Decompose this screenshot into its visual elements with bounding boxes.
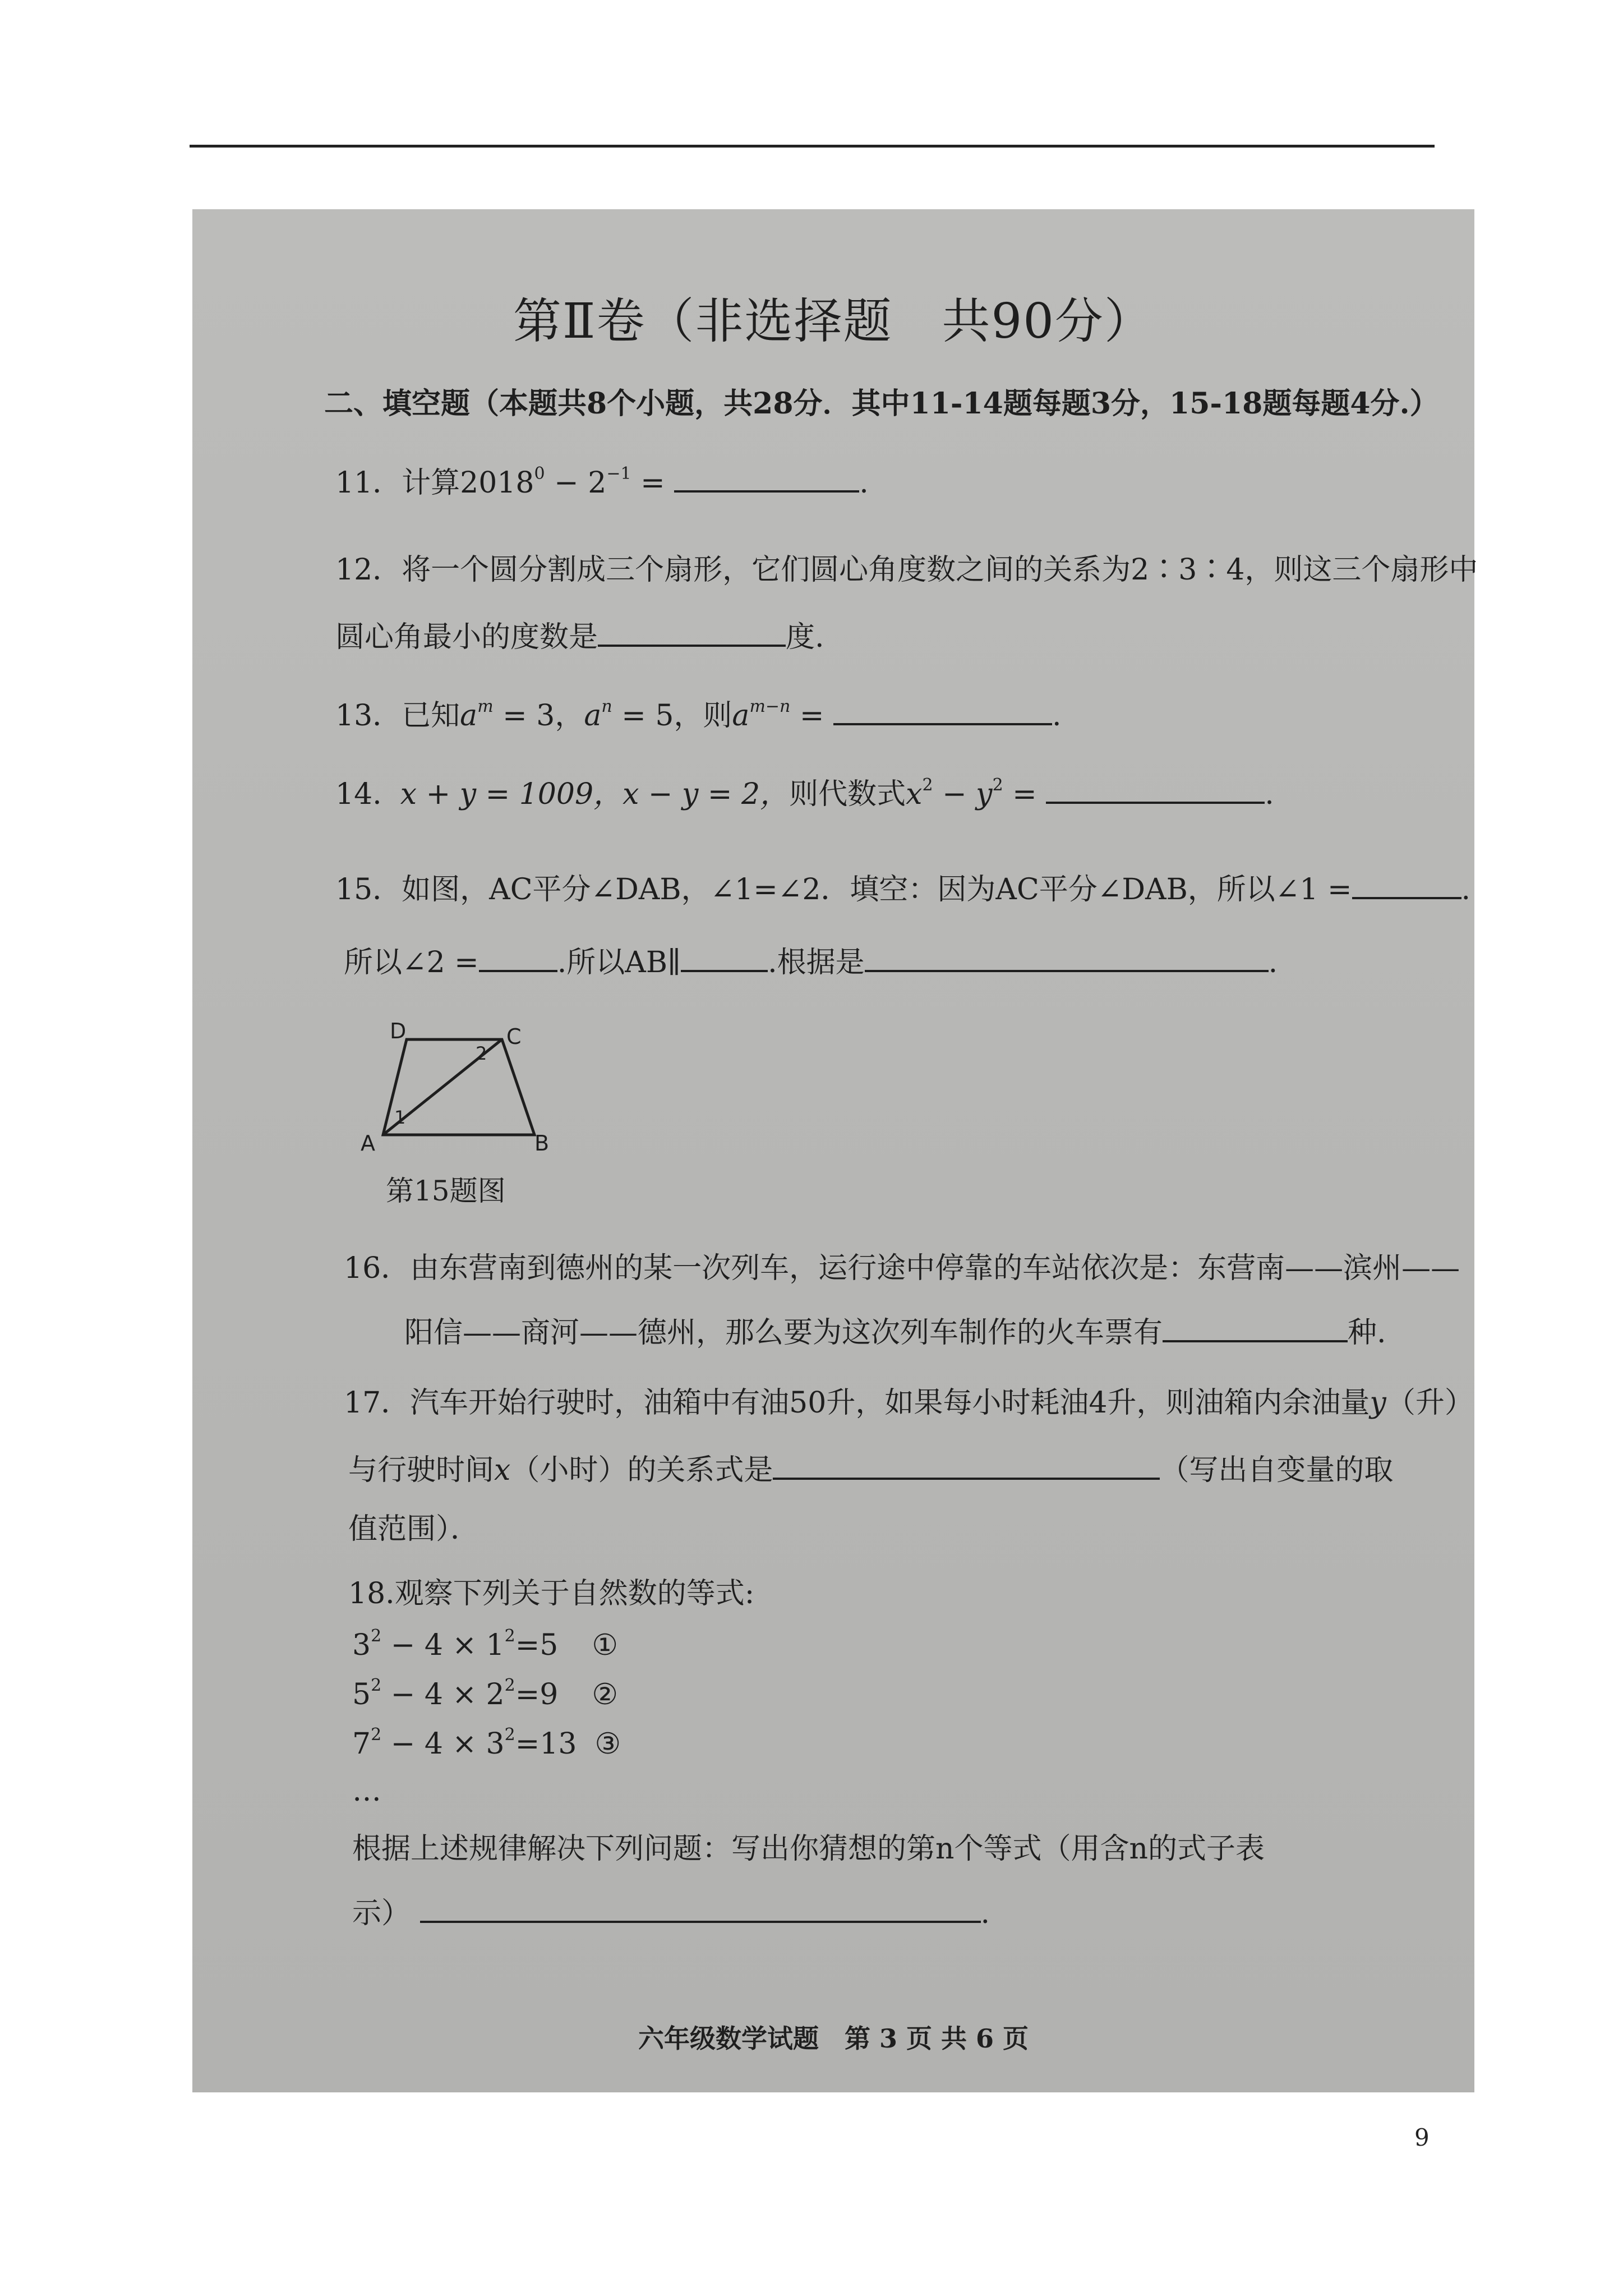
answer-blank-12[interactable] [598,620,786,647]
answer-blank-15d[interactable] [865,945,1269,972]
ellipsis: … [352,1774,381,1808]
trapezoid-abcd [383,1039,534,1135]
page-number: 9 [1414,2124,1430,2151]
vertex-d-label: D [390,1019,407,1043]
question-18-intro: 18.观察下列关于自然数的等式: [348,1577,755,1611]
question-16-line1: 16．由东营南到德州的某一次列车，运行途中停靠的车站依次是：东营南——滨州—— [344,1251,1460,1285]
question-17-line2: 与行驶时间x（小时）的关系式是 （写出自变量的取 [348,1453,1394,1487]
trapezoid-figure [344,1019,550,1157]
equation-1: $3^2 - 4 \times 1^2=5$ ① [352,1626,618,1662]
figure-caption: 第15题图 [386,1175,506,1207]
angle-1-label: 1 [394,1107,406,1128]
paper-title: 第Ⅱ卷（非选择题 共90分） [513,293,1154,349]
question-12-line2: 圆心角最小的度数是 度. [335,620,824,654]
question-18-task-line2: 示） . [352,1897,990,1930]
header-rule [190,145,1435,148]
answer-blank-18[interactable] [420,1896,981,1923]
page-footer: 六年级数学试题 第 3 页 共 6 页 [638,2023,1029,2054]
equation-2: $5^2 - 4 \times 2^2=9$ ② [352,1676,618,1711]
answer-blank-11[interactable] [674,466,859,493]
angle-2-label: 2 [476,1043,487,1064]
question-17-line1: 17．汽车开始行驶时，油箱中有油50升，如果每小时耗油4升，则油箱内余油量y（升） [344,1386,1474,1420]
answer-blank-14[interactable] [1046,777,1265,804]
equation-3: $7^2 - 4 \times 3^2=13$ ③ [352,1725,621,1761]
answer-blank-15a[interactable] [1352,872,1461,899]
question-15-line1: 15．如图，AC平分∠DAB，∠1=∠2．填空：因为AC平分∠DAB，所以∠1 = . [335,873,1471,907]
answer-blank-16[interactable] [1163,1315,1348,1342]
question-16-line2: 阳信——商河——德州，那么要为这次列车制作的火车票有 种. [404,1316,1386,1350]
answer-blank-15b[interactable] [479,945,557,972]
question-18-task: 根据上述规律解决下列问题：写出你猜想的第n个等式（用含n的式子表 [352,1832,1265,1866]
vertex-a-label: A [361,1131,375,1156]
question-12-line1: 12．将一个圆分割成三个扇形，它们圆心角度数之间的关系为2∶3∶4，则这三个扇形中 [335,553,1478,587]
section-header: 二、填空题（本题共8个小题，共28分．其中11-14题每题3分，15-18题每题4分.） [324,386,1439,421]
answer-blank-13[interactable] [833,698,1052,725]
question-15-line2: 所以∠2 = .所以AB∥ .根据是 . [344,946,1278,979]
answer-blank-17[interactable] [773,1453,1160,1480]
answer-blank-15c[interactable] [681,945,768,972]
question-17-line3: 值范围）． [348,1512,480,1546]
vertex-b-label: B [534,1131,550,1156]
vertex-c-label: C [506,1024,522,1049]
question-13: 13．已知$a^m = 3$，$a^n = 5$，则$a^{m-n}$ = . [335,697,1062,733]
scanned-exam-page [192,209,1478,2092]
question-14: 14. x + y = 1009，x − y = 2，则代数式$x^2 - y^2$ = . [335,775,1274,811]
question-11: 11．计算$2018^0 - 2^{-1}$ = . [335,464,869,500]
